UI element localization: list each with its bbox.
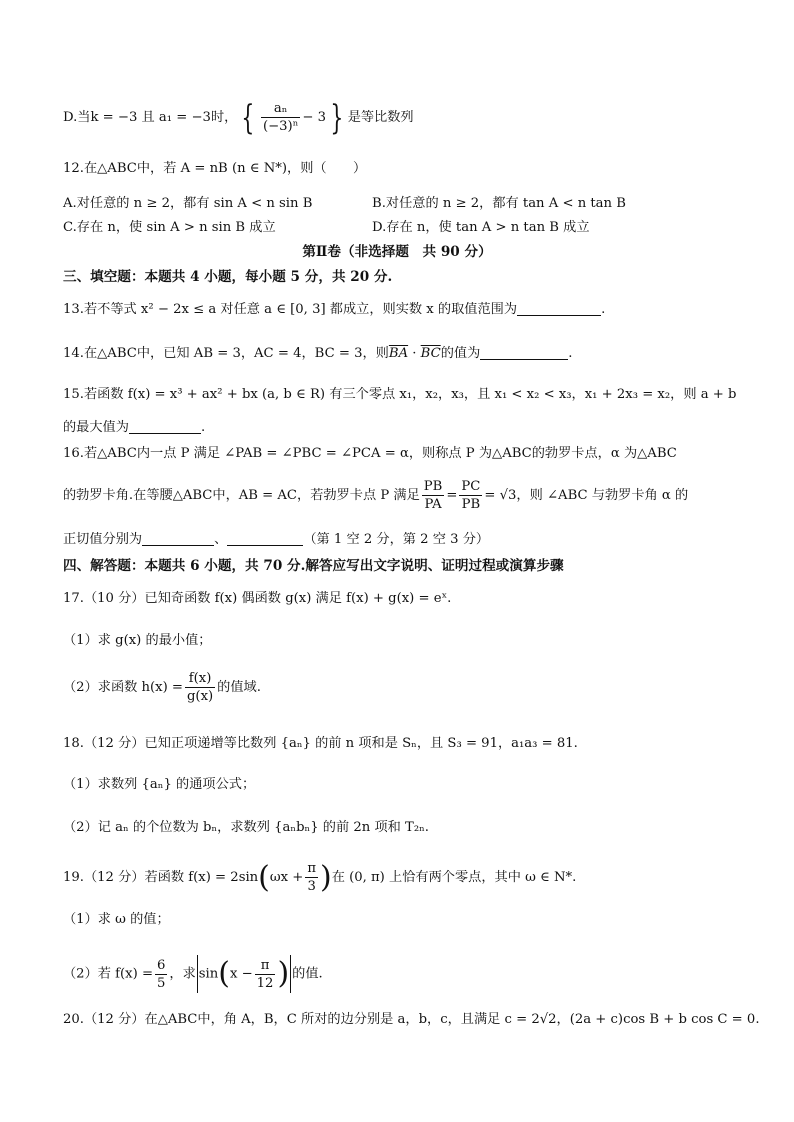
part2-title: 第Ⅱ卷（非选择题 共 90 分）	[302, 244, 492, 260]
q11-fraction-numerator: aₙ	[261, 100, 300, 118]
q14-dot: ·	[408, 346, 421, 361]
q16-answer-blank-1	[142, 531, 214, 546]
q19-p2-arg-numerator: π	[255, 957, 276, 975]
section3-heading: 三、填空题：本题共 4 小题，每小题 5 分，共 20 分.	[63, 269, 393, 285]
q16-f1-numerator: PB	[423, 479, 443, 494]
q13-end: .	[601, 302, 606, 317]
q20-stem: 20.（12 分）在△ABC中，角 A，B，C 所对的边分别是 a，b，c，且满足 c = 2√2，(2a + c)cos B + b cos C = 0.	[63, 1012, 760, 1027]
q14-answer-blank	[480, 345, 568, 360]
q15-end: .	[200, 420, 206, 435]
q12-stem: 12.在△ABC中，若 A = nB (n ∈ N*)，则（ ）	[63, 161, 367, 176]
q14-end: .	[568, 346, 573, 361]
q15-line2-text: 的最大值为	[63, 420, 129, 435]
q17-stem: 17.（10 分）已知奇函数 f(x) 偶函数 g(x) 满足 f(x) + g(x) = eˣ.	[63, 591, 452, 606]
right-paren-2: )	[277, 956, 290, 991]
q17-fraction-numerator: f(x)	[185, 670, 215, 688]
q19-part2-text: （2）若 f(x) =	[63, 966, 153, 982]
q16-equals: =	[446, 488, 458, 503]
q17-part2-tail: 的值域.	[217, 680, 261, 695]
abs-bar-right	[290, 955, 291, 993]
q16-separator: 、	[214, 532, 228, 547]
right-paren: )	[320, 859, 332, 895]
q12-option-b: B.对任意的 n ≥ 2，都有 tan A < n tan B	[372, 196, 626, 211]
q19-p2-arg: x −	[229, 966, 253, 982]
q19-part1: （1）求 ω 的值；	[63, 912, 170, 927]
q13-text: 13.若不等式 x² − 2x ≤ a 对任意 a ∈ [0, 3] 都成立，则实数 x 的取值范围为	[63, 302, 518, 317]
q18-stem: 18.（12 分）已知正项递增等比数列 {aₙ} 的前 n 项和是 Sₙ，且 S₃ = 91，a₁a₃ = 81.	[63, 736, 578, 751]
left-paren-2: (	[218, 956, 230, 991]
right-brace: }	[330, 97, 344, 138]
q19-fraction-6-5	[155, 957, 167, 992]
q19-arg-denominator: 3	[307, 879, 316, 894]
q16-line3-text: 正切值分别为	[63, 532, 143, 547]
q16-line1: 16.若△ABC内一点 P 满足 ∠PAB = ∠PBC = ∠PCA = α，则称点 P 为△ABC的勃罗卡点，α 为△ABC	[63, 446, 677, 461]
q19-part2	[63, 955, 323, 993]
q19-arg-numerator: π	[307, 861, 316, 876]
q14-text2: 的值为	[440, 346, 481, 361]
q19-stem	[63, 860, 576, 895]
q16-f1-denominator: PA	[424, 497, 442, 512]
q19-arg: ωx +	[269, 870, 304, 885]
q17-part2	[63, 670, 261, 705]
q16-line3	[63, 531, 489, 549]
q19-part2-mid: ，求	[169, 966, 196, 982]
q11-fraction	[261, 100, 300, 135]
left-paren: (	[258, 859, 270, 895]
q15-answer-blank	[129, 419, 201, 434]
q19-part2-tail: 的值.	[292, 966, 323, 982]
q16-line2	[63, 478, 688, 513]
q18-part1: （1）求数列 {aₙ} 的通项公式；	[63, 777, 256, 792]
q18-part2: （2）记 aₙ 的个位数为 bₙ，求数列 {aₙbₙ} 的前 2n 项和 T₂ₙ.	[63, 820, 429, 835]
q11-option-d-prefix: D.当	[63, 110, 91, 125]
q12-option-a: A.对任意的 n ≥ 2，都有 sin A < n sin B	[63, 196, 313, 211]
q16-f2-denominator: PB	[461, 497, 481, 512]
q19-stem-tail: 在 (0, π) 上恰有两个零点，其中 ω ∈ N*.	[331, 870, 577, 885]
q16-fraction-pb-pa	[422, 478, 445, 513]
q16-line2-tail: = √3，则 ∠ABC 与勃罗卡角 α 的	[484, 488, 689, 503]
q14-line	[63, 345, 572, 363]
q12-option-d: D.存在 n，使 tan A > n tan B 成立	[372, 220, 590, 235]
q16-line2-text: 的勃罗卡角.在等腰△ABC中，AB = AC，若勃罗卡点 P 满足	[63, 488, 420, 503]
q17-fraction	[185, 670, 215, 705]
q13-answer-blank	[517, 301, 601, 316]
q17-fraction-denominator: g(x)	[186, 689, 214, 704]
q11-option-d	[63, 97, 414, 138]
q19-fraction-pi-3	[305, 860, 318, 895]
q19-p2-denominator: 5	[157, 975, 166, 991]
left-brace: {	[241, 97, 255, 138]
q19-stem-text: 19.（12 分）若函数 f(x) = 2sin	[63, 870, 259, 885]
q14-vector-ba: $\overline{BA}$	[388, 346, 409, 361]
q14-vector-bc: $\overline{BC}$	[420, 346, 441, 361]
q15-line2	[63, 419, 205, 437]
section4-heading: 四、解答题：本题共 6 小题，共 70 分.解答应写出文字说明、证明过程或演算步骤	[63, 558, 564, 574]
q11-option-d-tail: − 3	[302, 110, 327, 125]
q19-fraction-pi-12	[255, 957, 276, 992]
q16-answer-blank-2	[227, 531, 303, 546]
q12-option-c: C.存在 n，使 sin A > n sin B 成立	[63, 220, 276, 235]
q16-scoring-note: （第 1 空 2 分，第 2 空 3 分）	[303, 532, 490, 547]
q15-line1: 15.若函数 f(x) = x³ + ax² + bx (a, b ∈ R) 有三个零点 x₁，x₂，x₃，且 x₁ < x₂ < x₃，x₁ + 2x₃ = x₂，则 a + b	[63, 387, 737, 402]
q16-f2-numerator: PC	[461, 479, 481, 494]
q16-fraction-pc-pb	[459, 478, 482, 513]
q14-text: 14.在△ABC中，已知 AB = 3，AC = 4，BC = 3，则	[63, 346, 389, 361]
q19-p2-numerator: 6	[157, 957, 166, 973]
q17-part1: （1）求 g(x) 的最小值；	[63, 633, 212, 648]
abs-bar-left	[197, 955, 198, 993]
q11-fraction-denominator: (−3)ⁿ	[262, 119, 299, 134]
q19-sin: sin	[198, 966, 219, 982]
q19-p2-arg-denominator: 12	[256, 975, 274, 991]
q13-line	[63, 301, 605, 319]
q11-option-d-suffix: 是等比数列	[347, 110, 414, 125]
q17-part2-text: （2）求函数 h(x) =	[63, 680, 183, 695]
q11-option-d-condition: k = −3 且 a₁ = −3时，	[90, 110, 238, 125]
